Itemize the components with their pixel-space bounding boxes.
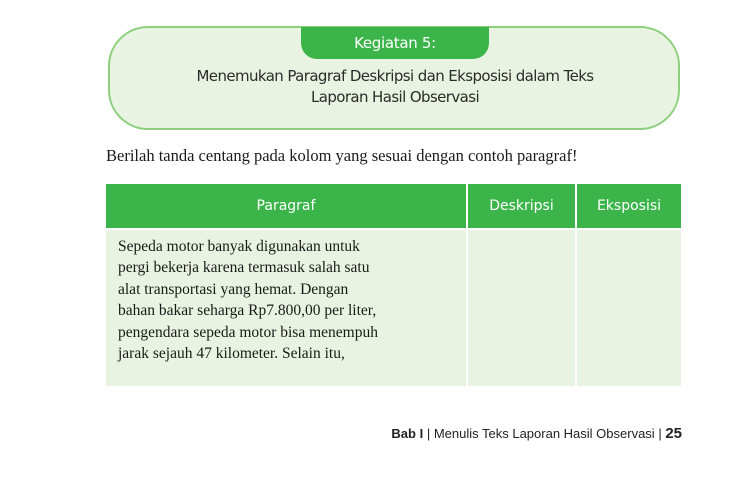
- paragraph-line: alat transportasi yang hemat. Dengan: [118, 280, 349, 298]
- paragraph-line: pergi bekerja karena termasuk salah satu: [118, 259, 370, 277]
- footer-separator: |: [654, 426, 666, 441]
- paragraph-line: pengendara sepeda motor bisa menempuh: [118, 323, 378, 341]
- header-paragraf: Paragraf: [106, 184, 466, 228]
- paragraph-line: jarak sejauh 47 kilometer. Selain itu,: [118, 345, 345, 363]
- page-footer: [391, 425, 682, 442]
- activity-label: Kegiatan 5:: [301, 27, 489, 59]
- footer-separator: |: [423, 426, 434, 441]
- instruction-text: Berilah tanda centang pada kolom yang sesuai dengan contoh paragraf!: [106, 146, 578, 165]
- header-eksposisi: Eksposisi: [577, 184, 681, 228]
- eksposisi-check-cell[interactable]: [577, 230, 681, 386]
- paragraph-table: [106, 184, 681, 386]
- footer-title: Menulis Teks Laporan Hasil Observasi: [433, 426, 655, 441]
- footer-chapter: Bab I: [391, 426, 424, 441]
- page-number: 25: [665, 425, 682, 442]
- activity-title-line-1: Menemukan Paragraf Deskripsi dan Eksposisi dalam Teks: [196, 67, 594, 85]
- activity-title-line-2: Laporan Hasil Observasi: [310, 88, 480, 106]
- paragraph-line: bahan bakar seharga Rp7.800,00 per liter,: [118, 302, 377, 320]
- activity-title: [140, 66, 650, 108]
- header-deskripsi: Deskripsi: [468, 184, 575, 228]
- paragraph-cell: [106, 230, 466, 386]
- deskripsi-check-cell[interactable]: [468, 230, 575, 386]
- paragraph-line: Sepeda motor banyak digunakan untuk: [118, 238, 360, 255]
